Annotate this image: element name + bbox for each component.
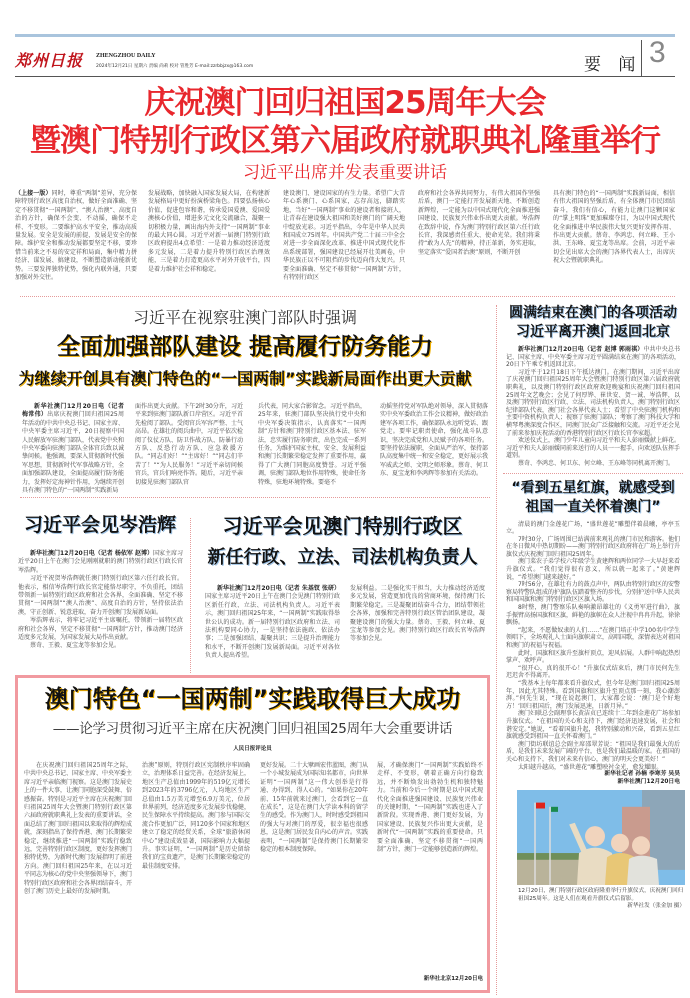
section-divider [20,497,490,498]
column-text: 在庆祝澳门回归祖国25周年之际，中共中央总书记、国家主席、中央军委主席习近平亲临澳门视察。这是澳门发展史上的一件大事，让澳门同胞深受鼓舞、倍感振奋。特别是习近平主席在庆祝澳门回归祖国25周年大会暨澳门特别行政区第六届政府就职典礼上发表的重要讲话，全面总结了澳门回归祖国以来取得的辉煌成就，深刻指出了保持香港、澳门长期繁荣稳定，继续推进“一国两制”实践行稳致远，完善特别行政区制度，更好发挥澳门独特优势，为新时代澳门发展指明了前进方向。澳门回归祖国25年来，在以习近平同志为核心的党中央坚强领导下，澳门特别行政区政府和社会各界团结奋斗，开创了澳门历史上最好的发展时期。 [24,762,133,896]
column-text: 具有澳门特色的“一国两制”实践新局面，相信有伟大祖国的坚强后盾，有全体澳门市民团结奋斗，我们有信心，有能力让澳门这颗国家的“掌上明珠”更加璀璨夺目，为以中国式现代化全面推进中华民族伟大复兴更好发挥作用、作出更大贡献。蔡奇、李鸿忠、何立峰、王小洪、王东峰、夏宝龙等出席。会前，习近平亲切会见出席大会的澳门各界代表人士，出席庆祝大会暨就职典礼。 [553,190,675,265]
main-column-4 [418,190,540,265]
dateline: 新华社澳门12月20日电（记者 杨依军 赵博） [30,550,153,557]
depart-headline-line2: 习近平离开澳门返回北京 [516,324,670,340]
flag-body [503,521,683,772]
section-name: 要 闻 [584,55,642,75]
issue-meta: 2024年12月21日 星期六 责编 尚莉 校对 管胜芳 E-mail:zzrbbjzx@163.com [96,64,254,69]
section-divider [503,473,683,474]
officials-column-2 [350,585,485,673]
dateline: 新华社澳门12月20日电（记者 朱基钗 张研） [217,585,340,592]
continued-marker: （上接一版） [15,190,52,197]
column-text: 展，才确保澳门“一国两制”实践始终不走样、不变形，朝着正确方向行稳致远，并不断焕发出勃勃生机和独特魅力。当前和今后一个时期是以中国式现代化全面推进强国建设、民族复兴伟业的关键时期，“一国两制”实践也进入了新阶段。实现香港、澳门更好发展，为国家建设、民族复兴作出更大贡献，是新时代“一国两制”实践的重要使命。只要全面准确、坚定不移贯彻“一国两制”方针，澳门一定能够创造新的辉煌。 [377,762,483,854]
paragraph: 习近平于12月18日下午抵达澳门。在澳门期间，习近平出席了庆祝澳门回归祖国25周年大会暨澳门特别行政区第六届政府就职典礼，以及澳门特别行政区政府欢迎晚宴和庆祝澳门回归祖国25周年文艺晚会；会见了何厚铧、崔世安、贺一诚、岑浩辉，以及澳门特别行政区行政、立法、司法机构负责人，澳门特别行政区纪律部队代表，澳门社会各界代表人士；看望了中央驻澳门机构和主要中资机构负责人；视察了驻澳门部队；考察了澳门科技大学和横琴粤澳深度合作区，同澳门民众广泛接触和交流。习近平还会见了前来参加庆祝活动的香港特别行政区行政长官李家超。 [506,368,681,437]
photo-illustration [517,790,685,885]
column-divider [496,305,497,995]
paragraph: 欢送仪式上，澳门少年儿童向习近平和夫人彭丽媛献上鲜花。习近平和夫人彭丽媛同前来送行的人员一一握手，向欢送队伍挥手道别。 [506,437,681,460]
paragraph: “我基本上每年都来看升旗仪式，但今年是澳门回归祖国25周年，因此尤其特殊。看到国旗和区旗升至顶点那一刻，我心潮澎湃。”何先生说，“现在说起澳门，大家都会说：‘澳门是个好地方！’回归祖国后，澳门发展迅速，日新月异。” [506,679,680,710]
paragraph: 7时56分，在雄壮有力的鼓点声中，两队由特别行政区的安警察局特警队组成的护旗队伍踏着整齐的步伐，分别护送中华人民共和国国旗和澳门特别行政区区旗入场。 [506,581,681,604]
flag-headline-line2: 祖国一直关怀着澳门” [525,498,661,515]
main-headline-line2: 暨澳门特别行政区第六届政府就职典礼隆重举行 [30,123,660,159]
paragraph: 澳门街坊联谊总会副主席邵翠芳说：“祖国是我们最强大的后盾，是我们未来发展广阔的平台，也是我们最温暖的家。在祖国的关心和支持下，我们对未来有信心，澳门的明天会更美好！” [506,740,681,763]
flag-byline: 新华社记者 孙楠 李寒芳 吴昊 [604,771,680,778]
section-divider [20,296,675,297]
army-column-3 [258,403,366,487]
cen-body [18,550,183,672]
main-column-2 [148,190,270,273]
commentary-headline: 澳门特色“一国两制”实践取得巨大成功 [44,685,461,713]
paragraph: 清晨的澳门金莲花广场，“盛世莲花”雕塑伴着晨曦，亭亭玉立。 [506,520,680,536]
paragraph: 中共中央总书记、国家主席、中央军委主席习近平圆满结束在澳门的各项活动，20日下午乘专机返回北京。 [506,346,681,369]
commentary-column-3 [260,762,368,987]
main-headline-line1: 庆祝澳门回归祖国25周年大会 [144,85,546,121]
army-column-4 [380,403,488,487]
masthead-top-rule [15,34,675,37]
column-text: 发展战略，加快融入国家发展大局，在构建新发展格局中更好扮演桥梁角色。四要弘扬核心价值，促进包容和谐，传承爱国爱澳、爱国爱澳核心价值，增进多元文化交流融合，凝聚一切积极力量，画出海内外支持“一国两制”事业的最大同心圆。习近平对新一届澳门特别行政区政府提出4点希望：一是着力推动经济适度多元发展，二是着力提升特别行政区治理效能，三是着力打造更高水平对外开放平台，四是着力维护社会祥和稳定。 [148,190,270,273]
commentary-column-4 [377,762,483,972]
paragraph: 岑浩辉表示，将牢记习近平主席嘱托，带领新一届特区政府和社会各界，坚定不移贯彻“一国两制”方针，推动澳门经济适度多元发展，为国家发展大局作出贡献。 [18,617,183,642]
main-column-1 [15,190,137,282]
flag-headline-line1: “看到五星红旗，就感受到 [511,479,675,496]
paragraph: 蔡奇、李鸿忠、何卫东、何立峰、王东峰等同机离开澳门。 [518,459,675,467]
army-headline-line2: 为继续开创具有澳门特色的“一国两制”实践新局面作出更大贡献 [18,369,472,388]
page-number: 3 [649,36,666,69]
commentary-column-2 [142,762,250,987]
paragraph: 习近平祝贺岑浩辉就任澳门特别行政区第六任行政长官。他表示，相信岑浩辉行政长官定能恪尽职守，不负重托，团结带领新一届特别行政区政府和社会各界，全面准确、坚定不移贯彻“一国两制”“澳人治澳”、高度自治的方针，坚持依法治澳，守正创新、锐意进取，奋力开创澳门发展新局面。 [18,575,183,616]
army-column-1 [22,403,125,495]
column-text: 建设澳门、建设国家的有生力量。希望广大青年心系澳门、心系国家，志存高远，脚踏实地，当好“一国两制”事业的建设者和接班人，让青春在建设强大祖国和美好澳门的广阔天地中绽放光彩。习近平指出，今年是中华人民共和国成立75周年。中国共产党二十届三中全会对进一步全面深化改革、推进中国式现代化作出系统部署，强国建设已经展开壮美画卷，中华民族正以不可阻挡的步伐迈向伟大复兴。只要全面准确、坚定不移贯彻“一国两制”方针，有特别行政区 [283,190,405,282]
officials-headline-line1: 习近平会见澳门特别行政区 [222,514,463,538]
main-subheadline: 习近平出席并发表重要讲话 [243,163,447,183]
officials-column-1 [205,585,340,673]
paragraph: 此时，国旗和区旗升至旗杆顶点，迎风招展。人群中响起热烈掌声、欢呼声。 [506,649,681,665]
dateline: 新华社澳门12月20日电（记者 梅常伟） [22,403,124,419]
commentary-subhead: ——论学习贯彻习近平主席在庆祝澳门回归祖国25周年大会重要讲话 [52,721,453,737]
paragraph: 澳门妇联总会副理事长黄洁贞已连续十二年到金莲花广场参加升旗仪式。“在祖国的关心和支持下，澳门经济迅速发展，社会和谐安定。”她说，“看着国旗升起，我特别激动和兴奋，看到五星红旗就感受到祖国一直关怀着澳门。” [506,710,681,741]
column-text: 兵代表，同大家合影留念。习近平指出，25年来，驻澳门部队坚决执行党中央和中央军委决策指示，认真落实“一国两制”方针和澳门特别行政区基本法、驻军法，忠实履行防务职责，出色完成一系列任务，为维护国家主权、安全、发展利益和澳门长期繁荣稳定发挥了重要作用，赢得了广大澳门同胞高度赞誉。习近平强调，驻澳门部队地位作用特殊，使命任务特殊，驻地环境特殊。要毫不 [258,403,367,486]
paragraph: 8时整，澳门警察乐队奏响激昂雄壮的《义勇军进行曲》，旗手振臂高扬国旗和区旗，鲜艳的旗帜在众人注视中冉冉升起，徐徐飘扬。 [506,604,681,627]
commentary-byline: 人民日报评论员 [233,746,272,752]
depart-body [503,346,683,468]
column-text: 动摇坚持党对军队绝对领导，深入贯彻落实中央军委政治工作会议精神，做好政治建军各项工作，确保部队永远听党话、跟党走。要牢记职责使命，强化战斗队意识，坚决完成党和人民赋予的各项任务。要坚持依法履职，全面从严治军，保持部队高度集中统一和安全稳定，更好展示我军威武之师、文明之师形象。蔡奇、何卫东、夏宝龙和李鸿辉等参加有关活动。 [380,403,489,478]
paragraph: “很开心，真的很开心！”升旗仪式结束后，澳门市民何先生迟迟舍不得离开。 [506,664,680,680]
paragraph: 蔡奇、王毅、夏宝龙等参加会见。 [30,642,121,650]
column-divider [190,518,191,673]
depart-headline-line1: 圆满结束在澳门的各项活动 [509,305,677,321]
column-text: 面作出更大贡献。下午2时30分许，习近平来到驻澳门部队新口岸营区。习近平首先检阅了部队。受阅官兵军容严整、士气高昂。在雄壮的阅兵曲中，习近平依次检阅了仪仗方队、防卫作战方队、防暴行动方队、反恐行动方队、应急救援方队。“同志们好！”“主席好！”“同志们辛苦了！”“为人民服务！”习近平亲切问候官兵，官兵们响亮作答。随后，习近平亲切接见驻澳门部队官 [135,403,244,486]
cen-headline: 习近平会见岑浩辉 [23,514,176,536]
column-text: 治澳”原则，特别行政区宪制秩序牢固确立，治理体系日益完善。在经济发展上，地区生产总值由1999年的519亿元增长到2023年的3796亿元，人均地区生产总值由1.5万美元增至6.9万美元，位居世界前列，经济适度多元发展步伐稳健，民生保障水平持续提高。澳门参与国际交流合作更加广泛，同120多个国家和地区建立了稳定的经贸关系，全球“旅游休闲中心”建设成效显著，国际影响力大幅提升。事实证明，“一国两制”是历史留给我们的宝贵遗产，是澳门长期繁荣稳定的最佳制度安排。 [142,762,251,870]
army-headline-line1: 全面加强部队建设 提高履行防务能力 [56,334,433,360]
dateline: 新华社澳门12月20日电（记者 赵博 郭雨祺） [518,346,644,353]
paragraph: 国家主席习近平20日上午在澳门会见刚刚就职的澳门特别行政区行政长官岑浩辉。 [18,550,183,574]
photo-credit: 新华社发（张金加 摄） [627,903,685,910]
selfie-photo [517,790,685,885]
paragraph: 太阳越升越高，“盛世莲花”雕塑映衬金光，愈发耀眼。 [518,763,663,771]
commentary-dateline: 新华社北京12月20日电 [423,976,483,982]
column-text: 同时，尊重“两制”差异，充分保障特别行政区高度自治权，做好全面准确、坚定不移贯彻“一国两制”、“澳人治澳”、高度自治的方针，确保不会变、不动摇，确保不走样、不变形。二要维护高水平安全，推动高质量发展。安全是发展的前提，发展是安全的保障。维护安全和推动发展都要坚定不移，要珍惜当前来之不易的安定祥和局面，集中精力拼经济、谋发展、搞建设，不断塑造新动能新优势。三要发挥独特优势，强化内联外通，只要加强对外交往。 [15,190,137,282]
column-text: 发展利益。二是强化实干担当，大力推动经济适度多元发展，营造更加优良的营商环境，保持澳门长期繁荣稳定。三是凝聚团结奋斗合力，团结带领社会各界，加强和完善特别行政区管治团队建设，凝聚建设澳门的强大力量。蔡奇、王毅、何立峰、夏宝龙等参加会见。澳门特别行政区行政长官岑浩辉等参加会见。 [350,585,485,643]
commentary-column-1 [24,762,132,987]
english-title: ZHENGZHOU DAILY [96,53,156,59]
masthead-divider [641,40,642,76]
masthead-bottom-rule [15,76,675,77]
army-kicker: 习近平在视察驻澳门部队时强调 [132,308,357,327]
column-text: 国家主席习近平20日上午在澳门会见澳门特别行政区新任行政、立法、司法机构负责人。习近平表示，澳门回归祖国25年来，“一国两制”实践取得举世公认的成功。新一届特别行政区政府和立法、司法机构要同心协力，一是坚持依法施政、依法办事；二是加强团结、凝聚共识；三是提升治理能力和水平，不断开创澳门发展新局面。习近平对各位负责人提出希望。 [205,593,340,660]
right-column [503,304,683,911]
column-text: 更好发展。二十大擘画宏伟蓝图，澳门从一个小城发展成为国际知名都市，向世界证明“一国两制”这一伟大创举是行得通、办得到、得人心的。“如果你在20年前、15年前就来过澳门，会看到它一直在成长”，这是在澳门大学读本科的留学生的感受。作为澳门人，时时感受到祖国的强大与对澳门的厚爱，很幸福也很感恩，这是澳门居民发自内心的声音。实践表明，“一国两制”是保持澳门长期繁荣稳定的根本制度保障。 [260,762,369,854]
photo-caption: 12月20日，澳门特别行政区政府隆重举行升旗仪式，庆祝澳门回归祖国25周年。这是人们在观看升旗仪式后留影。 [518,888,684,902]
army-column-2 [135,403,243,487]
main-column-5 [553,190,675,265]
flag-dateline: 新华社澳门12月20日电 [617,778,680,785]
officials-headline-line2: 新任行政、立法、司法机构负责人 [207,547,478,568]
column-text: 政府和社会各界共同努力，有伟大祖国作坚强后盾，澳门一定能打开发展新天地、不断创造新辉煌，一定能为以中国式现代化全面推进强国建设、民族复兴伟业作出更大贡献。岑浩辉在致辞中说，作为澳门特别行政区第六任行政长官，我深感责任重大、使命光荣。我们将秉持“敢为人先”的精神，持正革新，务实进取，坚定落实“爱国者治澳”原则，不断开创 [418,190,540,256]
paragraph: “起来，不愿做奴隶的人们……”在澳门培正中学100名中学生领唱下，全场观礼人士面向旗帜肃立，高唱国歌，深情表达对祖国和澳门的祝福与祝福。 [506,626,681,649]
paragraph: 7时30分，广场周围已站满前来观礼的澳门市民和游客。他们在冬日微风中热切期盼——澳门特别行政区政府将在广场上举行升旗仪式庆祝澳门回归祖国25周年。 [506,535,681,558]
newspaper-logo: 郑州日报 [15,51,84,70]
main-column-3 [283,190,405,282]
paragraph: 澳门菜农子弟学校六年级学生黄建辉和两位同学一大早赶来看升旗仪式。“我们觉得很有意义，所以就一起来了。”黄建辉说，“希望澳门越来越好。” [506,558,681,581]
column-text: 出席庆祝澳门回归祖国25周年活动的中共中央总书记、国家主席、中央军委主席习近平，20日视察中国人民解放军驻澳门部队，代表党中央和中央军委向驻澳门部队全体官兵致以诚挚问候。他强调，要深入贯彻新时代强军思想，贯彻新时代军事战略方针，全面加强部队建设，全面提高履行防务能力，发挥好定海神针作用，为继续开创具有澳门特色的“一国两制”实践新局 [22,411,125,495]
